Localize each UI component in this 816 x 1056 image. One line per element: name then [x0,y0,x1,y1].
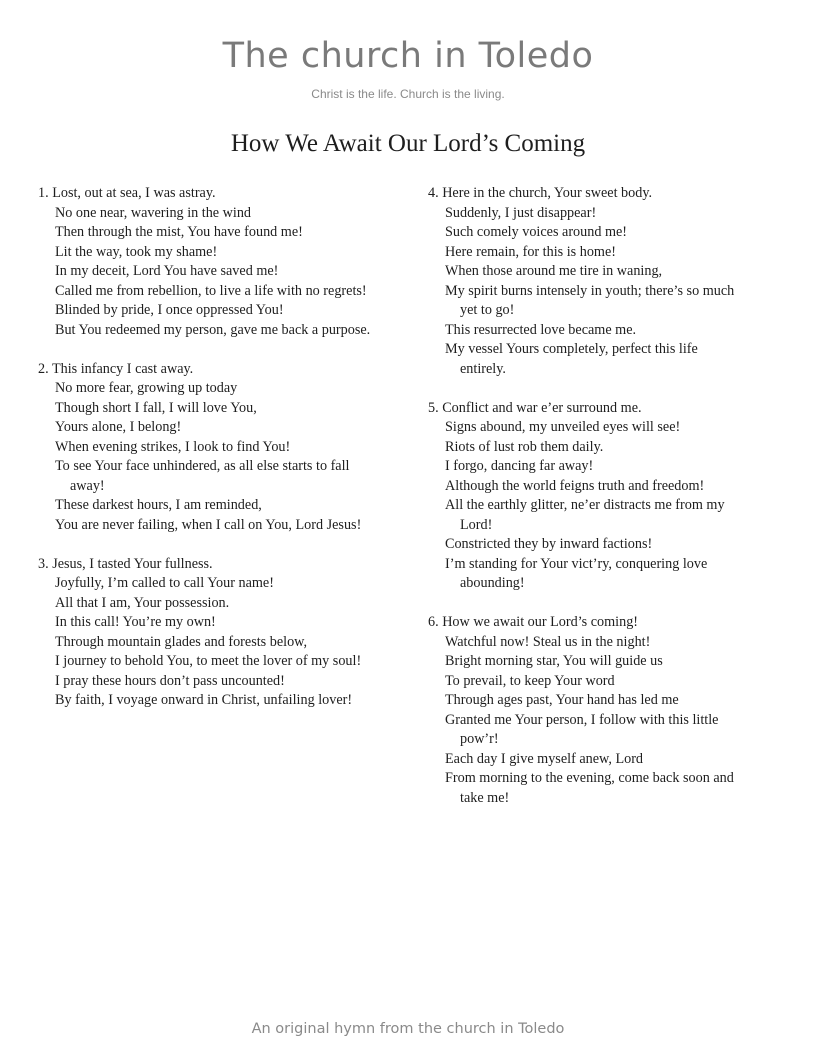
verse-number: 1. [38,185,49,201]
verse-line-text: Then through the mist, You have found me! [55,224,303,240]
verse-line-text: You are never failing, when I call on You, Lord Jesus! [55,516,362,533]
verse-line-text: In this call! You’re my own! [55,614,216,630]
verse-line [428,496,780,535]
verse-line [428,223,780,243]
verse-line [38,457,416,496]
verse-line-text: How we await our Lord’s coming! [442,614,639,630]
verse-line-text: To prevail, to keep Your word [445,672,615,689]
verse-line-continuation: away! [70,477,105,494]
verse-line [428,535,780,555]
verse-line [38,223,416,243]
verse-line [428,340,780,379]
footer-note: An original hymn from the church in Toledo [251,1021,565,1037]
verse-line [428,204,780,224]
verse-line-text: Blinded by pride, I once oppressed You! [55,302,284,318]
verse-line [38,184,416,204]
verse-line-text: When evening strikes, I look to find You! [55,438,291,455]
verse-line-text: My vessel Yours completely, perfect this life [445,341,698,357]
verse-line [38,321,416,341]
verse-line-text: From morning to the evening, come back soon and [445,770,734,786]
verse-line-text: I journey to behold You, to meet the lover of my soul! [55,653,362,669]
verse-line-text: Signs abound, my unveiled eyes will see! [445,419,681,435]
verse-line-text: I’m standing for Your vict’ry, conquering love [445,555,708,572]
verse-line [428,243,780,263]
verse-line-text: Called me from rebellion, to live a life with no regrets! [55,282,367,299]
verse-line-continuation: Lord! [460,516,493,533]
verse-line [428,457,780,477]
verse-line [428,555,780,594]
verse-line [38,633,416,653]
verse-line [38,438,416,458]
verse-line-text: Through ages past, Your hand has led me [445,692,679,708]
verse-line-text: Each day I give myself anew, Lord [445,750,644,767]
verse-line [428,321,780,341]
verse-line-text: Jesus, I tasted Your fullness. [52,555,213,572]
verse-line-text: Lit the way, took my shame! [55,243,218,260]
verse-line-text: But You redeemed my person, gave me back a purpose. [55,321,371,338]
verse-2 [38,360,416,536]
verse-3 [38,555,416,711]
verse-line-text: No one near, wavering in the wind [55,204,252,221]
verse-line-text: Riots of lust rob them daily. [445,438,604,455]
verse-line [428,477,780,497]
verse-line-text: Such comely voices around me! [445,224,628,240]
verse-number: 4. [428,185,439,201]
left-column [38,184,416,730]
verse-line-text: When those around me tire in waning, [445,263,663,279]
verse-line [428,672,780,692]
verse-line-text: To see Your face unhindered, as all else starts to fall [55,458,350,474]
verse-number: 3. [38,555,49,572]
verse-line-text: Though short I fall, I will love You, [55,399,257,416]
verse-line [428,418,780,438]
verse-line-text: Lost, out at sea, I was astray. [52,185,216,201]
verse-line-text: No more fear, growing up today [55,380,238,396]
verse-line [428,769,780,808]
verse-line-text: Conflict and war e’er surround me. [442,399,642,416]
verse-line-text: In my deceit, Lord You have saved me! [55,263,279,279]
verse-4 [428,184,780,379]
verse-line-text: My spirit burns intensely in youth; there’s so much [445,282,735,299]
verse-line [428,184,780,204]
verse-line-text: By faith, I voyage onward in Christ, unfailing lover! [55,692,353,708]
verse-line [38,204,416,224]
verse-line [428,691,780,711]
verse-line-text: Bright morning star, You will guide us [445,653,663,669]
verse-line [38,301,416,321]
verse-line [38,243,416,263]
verse-line [38,399,416,419]
hymn-title: How We Await Our Lord’s Coming [230,130,586,157]
verse-line [38,555,416,575]
verse-line [38,262,416,282]
church-name: The church in Toledo [222,36,594,76]
verse-line [428,711,780,750]
verse-line-text: Joyfully, I’m called to call Your name! [55,575,274,591]
verse-line-text: Watchful now! Steal us in the night! [445,633,651,650]
verse-line-text: Granted me Your person, I follow with this little [445,711,719,728]
verse-line [38,574,416,594]
verse-line [38,652,416,672]
verse-line-text: Here remain, for this is home! [445,243,616,260]
verse-line [38,691,416,711]
verse-line-text: I forgo, dancing far away! [445,458,594,474]
verse-1 [38,184,416,340]
verse-number: 6. [428,614,439,630]
verse-line [38,418,416,438]
verse-line [38,594,416,614]
verse-line-text: I pray these hours don’t pass uncounted! [55,672,285,689]
verse-line [38,613,416,633]
verse-line-text: Yours alone, I belong! [55,419,182,435]
verse-line [428,282,780,321]
verse-line [428,613,780,633]
verse-line-text: These darkest hours, I am reminded, [55,497,262,513]
verse-number: 5. [428,399,439,416]
verse-line [38,672,416,692]
verse-line-text: Although the world feigns truth and freedom! [445,477,705,494]
verse-line-text: Here in the church, Your sweet body. [442,185,653,201]
church-tagline: Christ is the life. Church is the living. [311,87,505,101]
right-column [428,184,780,828]
verse-line-text: Suddenly, I just disappear! [445,204,597,221]
verse-line-text: All the earthly glitter, ne’er distracts me from my [445,497,725,513]
verse-line [38,360,416,380]
verse-line [428,399,780,419]
verse-line [428,750,780,770]
verse-line [38,516,416,536]
verse-line-continuation: pow’r! [460,731,499,747]
verse-line-text: This infancy I cast away. [51,360,194,377]
verse-line [38,496,416,516]
verse-line-continuation: yet to go! [460,302,515,318]
verse-line-text: This resurrected love became me. [445,321,637,338]
verse-line-text: Constricted they by inward factions! [445,536,653,552]
verse-number: 2. [38,360,49,377]
verse-line [38,379,416,399]
verse-line [38,282,416,302]
verse-line-continuation: abounding! [460,575,525,591]
verse-line [428,262,780,282]
verse-line-continuation: entirely. [460,360,506,377]
verse-line-text: Through mountain glades and forests below, [55,633,308,650]
verse-6 [428,613,780,808]
verse-line [428,438,780,458]
verse-line-text: All that I am, Your possession. [55,594,230,611]
verse-5 [428,399,780,594]
verse-line [428,652,780,672]
verse-line-continuation: take me! [460,789,510,806]
verse-line [428,633,780,653]
